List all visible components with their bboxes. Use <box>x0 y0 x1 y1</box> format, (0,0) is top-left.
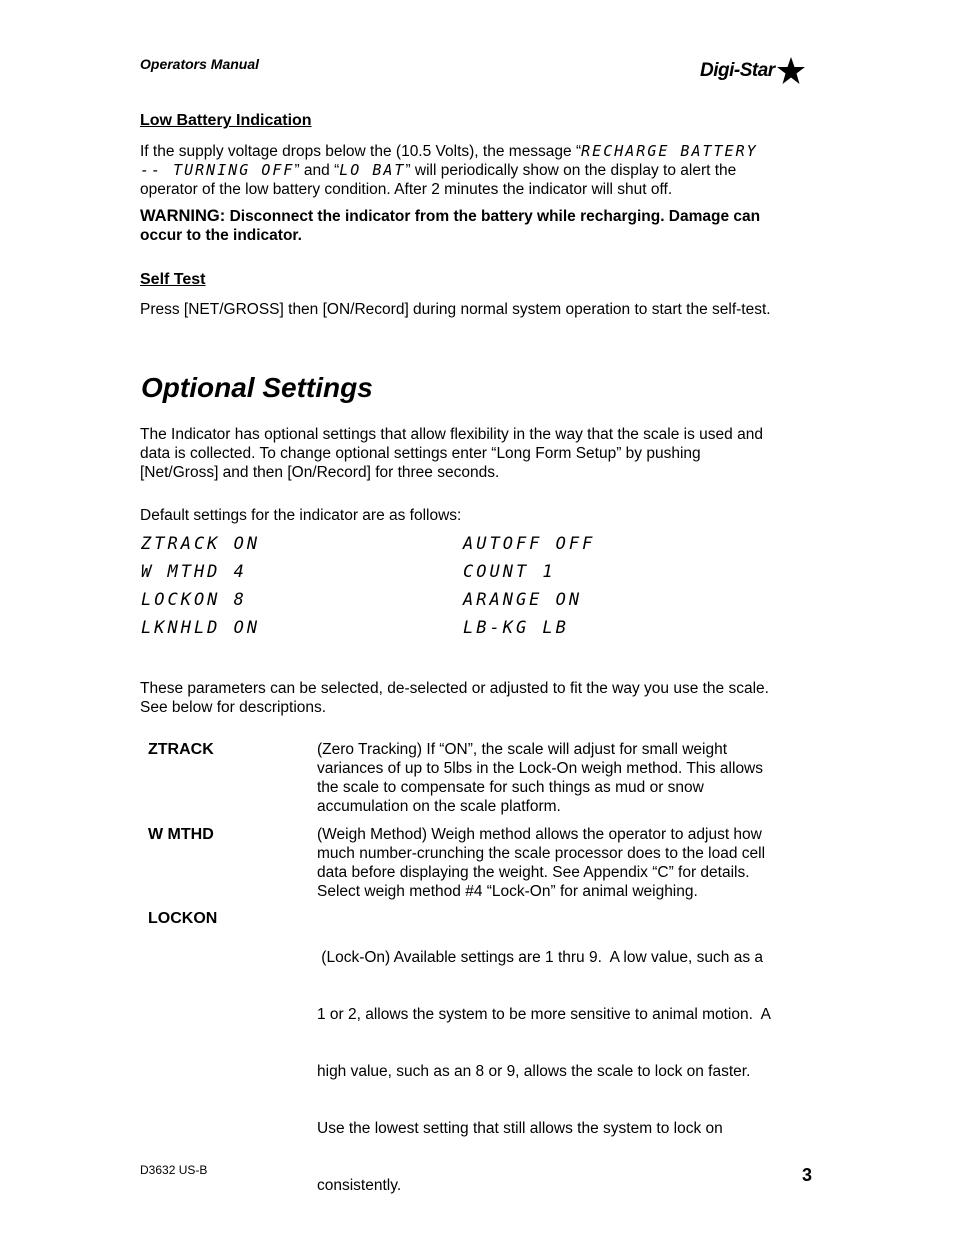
param-desc-lockon: (Lock-On) Available settings are 1 thru 9. A low value, such as a 1 or 2, allows the system to be more sensitive to animal motion. A high value, such as an 8 or 9, allows the scale to lock on faster. Use the lowest setting that still allows the system to lock on consistently. <box>317 949 772 1194</box>
logo-text: Digi-Star <box>700 60 775 81</box>
header-title: Operators Manual <box>140 56 260 72</box>
self-test-text: Press [NET/GROSS] then [ON/Record] during normal system operation to start the self-test. <box>140 301 771 318</box>
lcd-message-lo-bat: LO BAT <box>339 161 406 179</box>
low-battery-line-3: operator of the low battery condition. After 2 minutes the indicator will shut off. <box>140 181 673 198</box>
default-setting-item: COUNT 1 <box>463 562 556 582</box>
document-code: D3632 US-B <box>140 1163 208 1177</box>
default-setting-item: ZTRACK ON <box>141 534 261 554</box>
page-number: 3 <box>802 1165 813 1185</box>
low-battery-paragraph <box>140 142 815 199</box>
lcd-message-turning-off: -- TURNING OFF <box>140 161 295 179</box>
default-setting-item: LKNHLD ON <box>141 618 261 638</box>
warning-text-2: occur to the indicator. <box>140 227 302 244</box>
params-intro: These parameters can be selected, de-selected or adjusted to fit the way you use the scale. See below for descriptions. <box>140 680 769 716</box>
star-icon <box>776 56 806 86</box>
default-setting-item: LB-KG LB <box>463 618 569 638</box>
default-setting-item: ARANGE ON <box>463 590 583 610</box>
param-name-lockon: LOCKON <box>148 910 218 927</box>
warning-label: WARNING: <box>140 207 226 225</box>
self-test-heading: Self Test <box>140 271 206 288</box>
section-title: Optional Settings <box>141 372 373 403</box>
param-desc-w-mthd: (Weigh Method) Weigh method allows the operator to adjust how much number-crunching the scale processor does to the load cell data before displaying the weight. See Appendix “C” for details. Select weigh method #4 “Lock-On” for animal weighing. <box>317 826 766 900</box>
warning-text: Disconnect the indicator from the battery while recharging. Damage can <box>229 208 761 225</box>
lcd-message-recharge: RECHARGE BATTERY <box>581 142 758 160</box>
optional-intro: The Indicator has optional settings that allow flexibility in the way that the scale is used and data is collected. To change optional settings enter “Long Form Setup” by pushing [Net/Gross] and then [On/Record] for three seconds. <box>140 426 763 481</box>
warning-block <box>140 207 815 245</box>
param-desc-ztrack: (Zero Tracking) If “ON”, the scale will adjust for small weight variances of up to 5lbs in the Lock-On weigh method. This allows the scale to compensate for such things as mud or snow accumulation on the scale platform. <box>317 741 764 815</box>
defaults-intro: Default settings for the indicator are as follows: <box>140 507 462 524</box>
default-setting-item: LOCKON 8 <box>141 590 247 610</box>
low-battery-line-2: -- TURNING OFF” and “LO BAT” will periodically show on the display to alert the <box>140 161 737 179</box>
default-setting-item: W MTHD 4 <box>141 562 247 582</box>
param-name-ztrack: ZTRACK <box>148 741 214 758</box>
default-setting-item: AUTOFF OFF <box>463 534 596 554</box>
param-name-w-mthd: W MTHD <box>148 826 214 843</box>
low-battery-heading: Low Battery Indication <box>140 112 312 129</box>
low-battery-line-1: If the supply voltage drops below the (10.5 Volts), the message “RECHARGE BATTERY <box>140 142 758 160</box>
brand-logo <box>700 55 806 87</box>
